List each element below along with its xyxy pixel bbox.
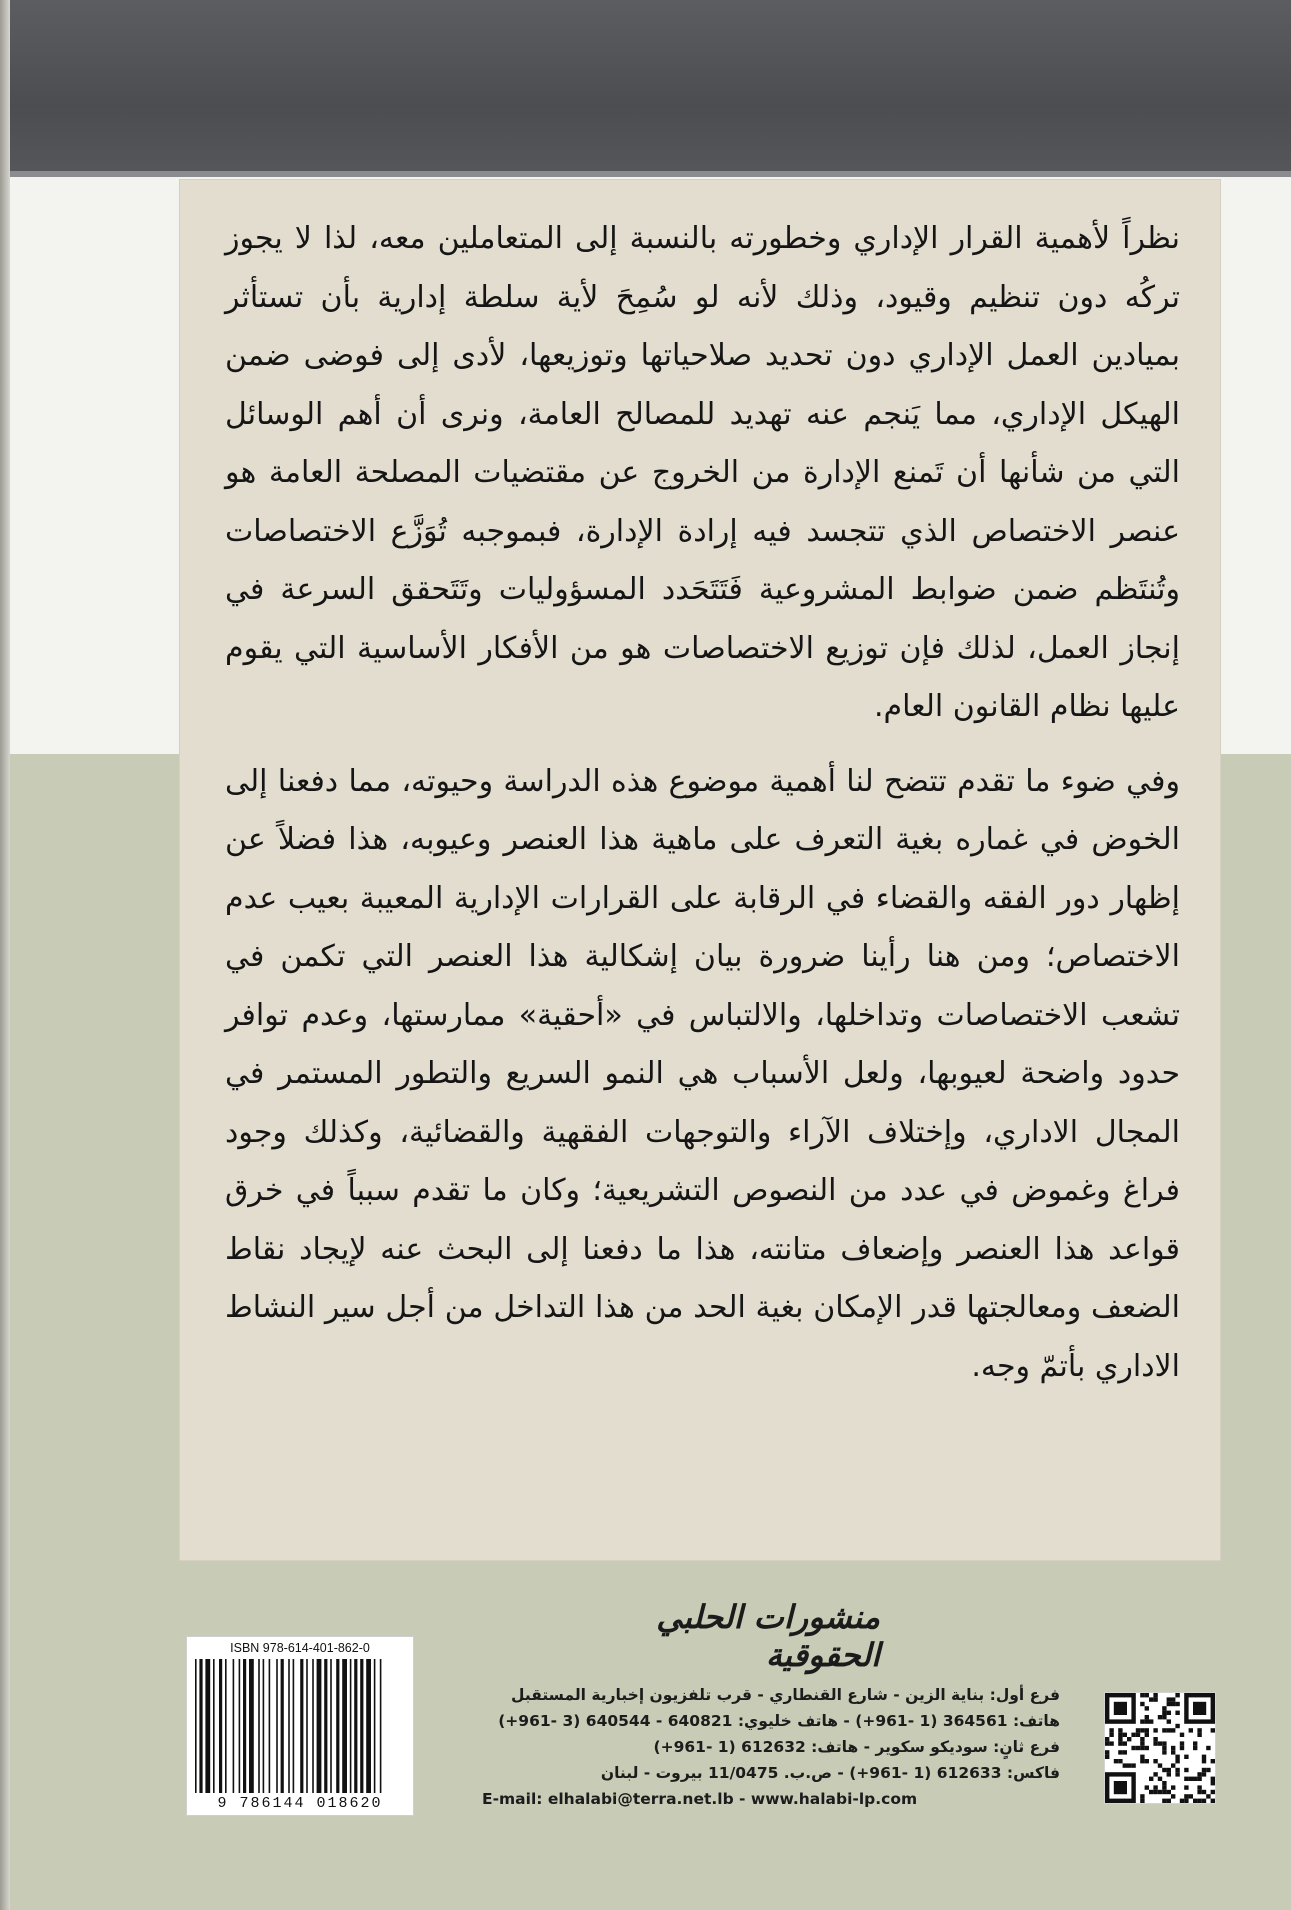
isbn-barcode (186, 1636, 414, 1816)
contact-line-2: هاتف: 364561 (1 -961+) - هاتف خليوي: 640821 - 640544 (3 -961+) (498, 1712, 1060, 1730)
cover-top-band (0, 0, 1291, 177)
qr-code (1104, 1692, 1216, 1804)
cover-spine-edge (0, 0, 10, 1910)
isbn-label: ISBN 978-614-401-862-0 (230, 1641, 370, 1655)
contact-line-4: فاكس: 612633 (1 -961+) - ص.ب. 11/0475 بيروت - لبنان (600, 1764, 1060, 1782)
blurb-paragraph-1: نظراً لأهمية القرار الإداري وخطورته بالنسبة إلى المتعاملين معه، لذا لا يجوز تركُه دون تنظيم وقيود، وذلك لأنه لو سُمِحَ لأية سلطة إدارية بأن تستأثر بميادين العمل الإداري دون تحديد صلاحياتها وتوزيعها، لأدى إلى فوضى ضمن الهيكل الإداري، مما يَنجم عنه تهديد للمصالح العامة، ونرى أن أهم الوسائل التي من شأنها أن تَمنع الإدارة من الخروج عن مقتضيات المصلحة العامة هو عنصر الاختصاص الذي تتجسد فيه إرادة الإدارة، فبموجبه تُوَزَّع الاختصاصات وتُنتَظم ضمن ضوابط المشروعية فَتَتَحَدد المسؤوليات وتَتَحقق السرعة في إنجاز العمل، لذلك فإن توزيع الاختصاصات هو من الأفكار الأساسية التي يقوم عليها نظام القانون العام. (225, 221, 1180, 724)
contact-line-3: فرع ثانٍ: سوديكو سكوير - هاتف: 612632 (1 -961+) (653, 1738, 1060, 1756)
barcode-digits: 9 786144 018620 (217, 1795, 383, 1812)
contact-email-web: E-mail: elhalabi@terra.net.lb - www.halabi-lp.com (482, 1790, 918, 1808)
contact-line-1: فرع أول: بناية الزين - شارع القنطاري - قرب تلفزيون إخبارية المستقبل (511, 1686, 1060, 1704)
publisher-contact (470, 1682, 1060, 1812)
barcode-bars (195, 1659, 405, 1793)
publisher-logo: منشورات الحلبي الحقوقية (656, 1598, 880, 1674)
blurb-paragraph-2: وفي ضوء ما تقدم تتضح لنا أهمية موضوع هذه الدراسة وحيوته، مما دفعنا إلى الخوض في غماره بغية التعرف على ماهية هذا العنصر وعيوبه، هذا فضلاً عن إظهار دور الفقه والقضاء في الرقابة على القرارات الإدارية المعيبة بعيب عدم الاختصاص؛ ومن هنا رأينا ضرورة بيان إشكالية هذا العنصر التي تكمن في تشعب الاختصاصات وتداخلها، والالتباس في «أحقية» ممارستها، وعدم توافر حدود واضحة لعيوبها، ولعل الأسباب هي النمو السريع والتطور المستمر في المجال الاداري، وإختلاف الآراء والتوجهات الفقهية والقضائية، وكذلك وجود فراغ وغموض في عدد من النصوص التشريعية؛ وكان ما تقدم سبباً في خرق قواعد هذا العنصر وإضعاف متانته، هذا ما دفعنا إلى البحث عنه لإيجاد نقاط الضعف ومعالجتها قدر الإمكان بغية الحد من هذا التداخل من أجل سير النشاط الاداري بأتمّ وجه. (225, 763, 1180, 1384)
back-cover-blurb (225, 210, 1180, 1396)
qr-code-pattern (1105, 1693, 1215, 1803)
